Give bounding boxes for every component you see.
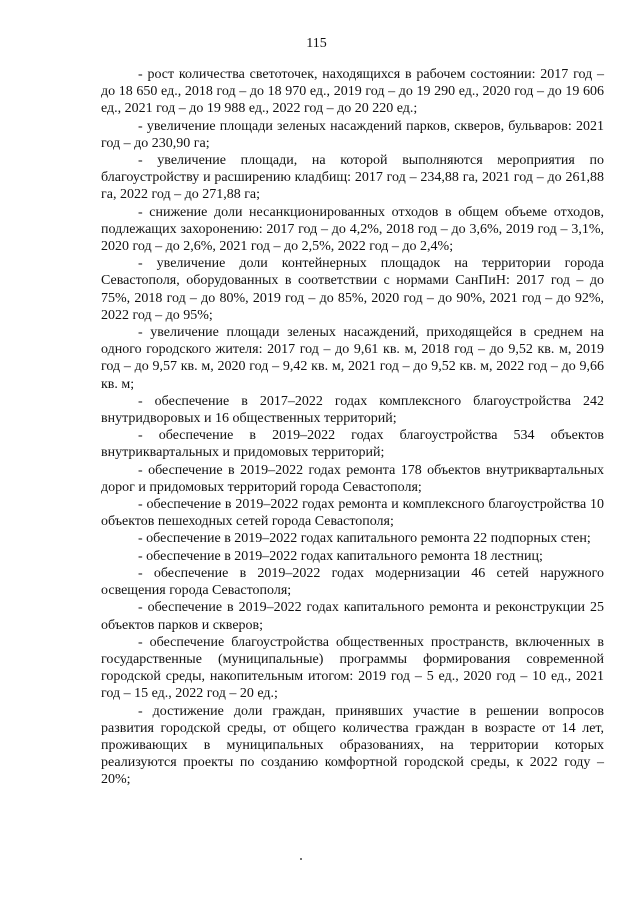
paragraph-streetlights: - рост количества светоточек, находящихся в рабочем состоянии: 2017 год – до 18 650 ед., 2018 год – до 18 970 ед., 2019 год – до 19 290 ед., 2020 год – до 19 606 ед., 2021 год – до 19 988 ед., 2022 год – до 20 220 ед.; [101, 67, 604, 117]
paragraph-green-area-per-resident: - увеличение площади зеленых насаждений, приходящейся в среднем на одного городского жителя: 2017 год – до 9,61 кв. м, 2018 год – до 9,52 кв. м, 2019 год – до 9,57 кв. м, 2020 год – 9,42 кв. м, 2021 год – до 9,52 кв. м, 2022 год – до 9,66 кв. м; [101, 325, 604, 392]
paragraph-pedestrian-networks: - обеспечение в 2019–2022 годах ремонта и комплексного благоустройства 10 объектов пешеходных сетей города Севастополя; [101, 497, 604, 530]
paragraph-complex-improvement: - обеспечение в 2017–2022 годах комплексного благоустройства 242 внутридворовых и 16 общественных территорий; [101, 393, 604, 427]
footer-mark [300, 858, 302, 860]
paragraph-cemeteries: - увеличение площади, на которой выполняются мероприятия по благоустройству и расширению кладбищ: 2017 год – 234,88 га, 2021 год – до 261,88 га, 2022 год – до 271,88 га; [101, 153, 604, 203]
paragraph-intraquarter-roads: - обеспечение в 2019–2022 годах ремонта 178 объектов внутриквартальных дорог и придомовых территорий города Севастополя; [101, 462, 604, 495]
paragraph-unauthorized-waste: - снижение доли несанкционированных отходов в общем объеме отходов, подлежащих захоронению: 2017 год – до 4,2%, 2018 год – до 3,6%, 2019 год – 3,1%, 2020 год – до 2,6%, 2021 год – до 2,5%, 2022 год – до 2,4%; [101, 204, 604, 255]
paragraph-stairs: - обеспечение в 2019–2022 годах капитального ремонта 18 лестниц; [138, 548, 543, 564]
page-number: 115 [306, 36, 327, 51]
paragraph-green-area-parks: - увеличение площади зеленых насаждений парков, скверов, бульваров: 2021 год – до 230,90 га; [101, 118, 604, 151]
page-body [101, 66, 604, 789]
paragraph-public-spaces: - обеспечение благоустройства общественных пространств, включенных в государственные (муниципальные) программы формирования современной городской среды, накопительным итогом: 2019 год – 5 ед., 2020 год – 10 ед., 2021 год – 15 ед., 2022 год – 20 ед.; [101, 634, 604, 702]
paragraph-retaining-walls: - обеспечение в 2019–2022 годах капитального ремонта 22 подпорных стен; [138, 531, 591, 547]
paragraph-parks-reconstruction: - обеспечение в 2019–2022 годах капитального ремонта и реконструкции 25 объектов парков и скверов; [101, 600, 604, 633]
paragraph-container-sites: - увеличение доли контейнерных площадок на территории города Севастополя, оборудованных в соответствии с нормами СанПиН: 2017 год – до 75%, 2018 год – до 80%, 2019 год – до 85%, 2020 год – до 90%, 2021 год – до 92%, 2022 год – до 95%; [101, 256, 604, 323]
paragraph-street-lighting-networks: - обеспечение в 2019–2022 годах модернизации 46 сетей наружного освещения города Севастополя; [101, 565, 604, 599]
paragraph-intraquarter-improvement: - обеспечение в 2019–2022 годах благоустройства 534 объектов внутриквартальных и придомовых территорий; [101, 428, 604, 461]
paragraph-citizen-participation: - достижение доли граждан, принявших участие в решении вопросов развития городской среды, от общего количества граждан в возрасте от 14 лет, проживающих в муниципальных образованиях, на территории которых реализуются проекты по созданию комфортной городской среды, к 2022 году – 20%; [101, 703, 604, 788]
